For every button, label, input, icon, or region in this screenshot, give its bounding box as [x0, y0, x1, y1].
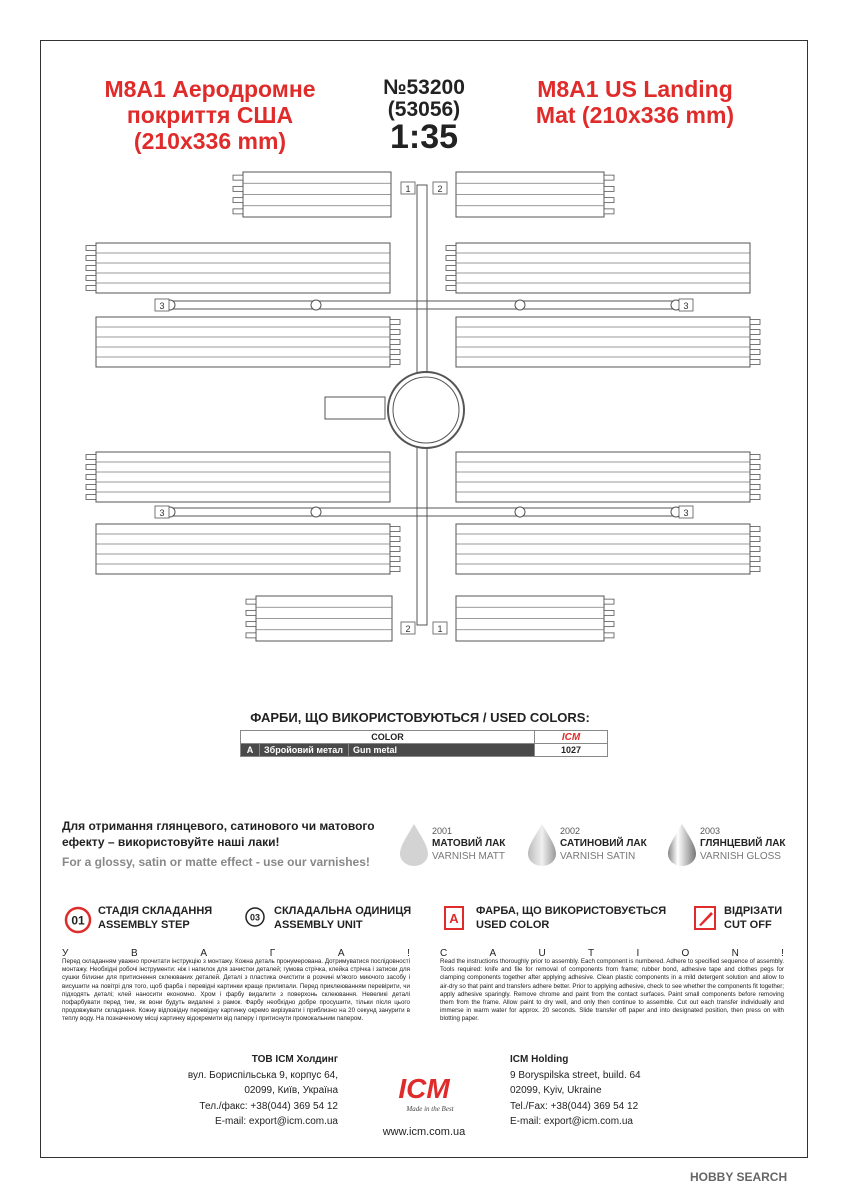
gate — [311, 300, 321, 310]
mat-stud — [446, 246, 456, 251]
mat-part-3 — [456, 524, 750, 574]
mat-stud — [390, 537, 400, 542]
mat-part-3 — [456, 452, 750, 502]
mat-stud — [446, 286, 456, 291]
part-number: 2 — [405, 624, 411, 634]
mat-stud — [390, 360, 400, 365]
address-ukrainian — [150, 1052, 338, 1130]
assembly-step-en: ASSEMBLY STEP — [98, 919, 190, 931]
mat-stud — [750, 557, 760, 562]
mat-part-3 — [96, 452, 390, 502]
catalog-alt-number: (53056) — [387, 98, 461, 121]
mat-stud — [750, 350, 760, 355]
varnish-name-en: VARNISH SATIN — [560, 851, 636, 862]
mat-stud — [86, 286, 96, 291]
mat-stud — [750, 475, 760, 480]
company-name-en: ICM Holding — [510, 1054, 569, 1065]
varnish-name-ua: ГЛЯНЦЕВИЙ ЛАК — [700, 838, 786, 849]
used-color-symbol: A — [449, 911, 459, 926]
mat-stud — [86, 256, 96, 261]
assembly-step-symbol: 01 — [71, 913, 85, 928]
drop-gloss-icon — [666, 822, 698, 866]
caution-letter: I — [636, 948, 640, 959]
caution-letter: O — [681, 948, 690, 959]
mat-stud — [86, 266, 96, 271]
caution-letter: В — [131, 948, 138, 959]
mat-stud — [750, 567, 760, 572]
caution-letter: A — [489, 948, 497, 959]
address-line2-ua: 02099, Київ, Україна — [244, 1085, 338, 1096]
varnish-number: 2003 — [700, 826, 721, 836]
mat-stud — [86, 246, 96, 251]
caution-letter: N — [731, 948, 739, 959]
gate — [311, 507, 321, 517]
phone-ua: Тел./факс: +38(044) 369 54 12 — [199, 1100, 338, 1112]
color-letter: A — [241, 744, 260, 757]
mat-stud — [390, 557, 400, 562]
assembly-step-ua: СТАДІЯ СКЛАДАННЯ — [98, 905, 213, 917]
mat-stud — [246, 610, 256, 615]
assembly-unit-en: ASSEMBLY UNIT — [274, 919, 363, 931]
mat-stud — [750, 537, 760, 542]
mat-stud — [86, 455, 96, 460]
website[interactable]: www.icm.com.ua — [382, 1126, 466, 1138]
color-name-en: Gun metal — [349, 744, 535, 757]
caution-letter: T — [588, 948, 595, 959]
mat-stud — [86, 276, 96, 281]
mat-stud — [390, 547, 400, 552]
varnish-number: 2002 — [560, 826, 581, 836]
caution-letter: C — [440, 948, 448, 959]
mat-stud — [86, 475, 96, 480]
mat-stud — [750, 485, 760, 490]
drop-satin-icon — [526, 822, 558, 866]
caution-letter: Г — [269, 948, 276, 959]
part-number: 2 — [437, 184, 443, 194]
mat-part-3 — [96, 317, 390, 367]
colors-table — [240, 730, 608, 757]
varnish-name-ua: МАТОВИЙ ЛАК — [432, 838, 506, 849]
mat-stud — [446, 256, 456, 261]
icm-mini-logo: ICM — [561, 731, 581, 743]
mat-stud — [390, 340, 400, 345]
logo-tagline: Made in the Best — [406, 1105, 454, 1113]
title-english: M8A1 US Landing Mat (210x336 mm) — [535, 76, 735, 128]
caution-letter: А — [337, 948, 345, 959]
address-line1-ua: вул. Бориспільська 9, корпус 64, — [187, 1069, 338, 1081]
cut-off-en: CUT OFF — [724, 919, 772, 931]
mat-stud — [390, 350, 400, 355]
mat-stud — [86, 465, 96, 470]
mat-part-3 — [456, 317, 750, 367]
mat-stud — [446, 276, 456, 281]
gate — [515, 507, 525, 517]
colors-table-header — [241, 731, 608, 744]
phone-en: Tel./Fax: +38(044) 369 54 12 — [510, 1100, 639, 1112]
mat-stud — [604, 599, 614, 604]
address-line2-en: 02099, Kyiv, Ukraine — [510, 1085, 602, 1096]
varnish-name-ua: САТИНОВИЙ ЛАК — [560, 838, 647, 849]
cut-off-ua: ВІДРІЗАТИ — [724, 905, 783, 917]
caution-text-en: Read the instructions thoroughly prior to assembly. Each component is numbered. Adhere to specified sequence of assembly. Tools required: knife and file for removal of components from frame; rubber bond, adhesive tape and clothes pegs for clamping components together after applying adhesive. Clean plastic components in a mild detergent solution and allow to air-dry so that paint and transfers adhere better. Prior to applying adhesive, check to see whether the components fit together; apply adhesive sparingly. Remove chrome and paint from the contact surfaces. Paint small components before removing them from the frame. Allow paint to dry well, and only then continue to assemble. Cut out each transfer individually and immerse in warm water for approx. 20 seconds. Slide transfer off paper and into designated position, then press on with blotting paper. — [440, 958, 784, 1023]
part-number: 3 — [159, 508, 165, 518]
part-number: 1 — [405, 184, 411, 194]
catalog-number: №53200 — [383, 76, 465, 99]
part-number: 3 — [683, 301, 689, 311]
knife-icon — [694, 906, 718, 932]
title-ukrainian: M8A1 Аеродромне покриття США (210x336 mm) — [104, 76, 316, 154]
color-column-header: COLOR — [241, 731, 535, 744]
varnish-number: 2001 — [432, 826, 453, 836]
email-en: E-mail: export@icm.com.ua — [510, 1116, 633, 1127]
assembly-step-icon — [64, 906, 92, 934]
mat-stud — [604, 198, 614, 203]
sprue-tab — [325, 397, 385, 419]
mat-stud — [246, 633, 256, 638]
mat-stud — [604, 175, 614, 180]
scale-label: 1:35 — [389, 118, 459, 156]
used-color-ua: ФАРБА, ЩО ВИКОРИСТОВУЄТЬСЯ — [476, 905, 667, 917]
mat-stud — [233, 198, 243, 203]
mat-stud — [604, 633, 614, 638]
mat-stud — [604, 186, 614, 191]
caution-letter: У — [62, 948, 69, 959]
mat-part-3 — [96, 524, 390, 574]
mat-stud — [604, 622, 614, 627]
mat-stud — [750, 465, 760, 470]
mat-stud — [246, 622, 256, 627]
mat-stud — [390, 527, 400, 532]
logo-text: ICM — [398, 1073, 450, 1104]
varnish-name-en: VARNISH MATT — [432, 851, 505, 862]
used-color-en: USED COLOR — [476, 919, 550, 931]
varnish-text-ua: Для отримання глянцевого, сатинового чи матового ефекту – використовуйте наші лаки! — [62, 819, 375, 849]
email-ua: E-mail: export@icm.com.ua — [215, 1116, 338, 1127]
address-english — [510, 1052, 710, 1130]
icm-logo — [372, 1070, 476, 1116]
mat-part-3 — [456, 243, 750, 293]
mat-stud — [233, 209, 243, 214]
mat-stud — [233, 186, 243, 191]
mat-stud — [390, 567, 400, 572]
colors-title: ФАРБИ, ЩО ВИКОРИСТОВУЮТЬСЯ / USED COLORS: — [250, 710, 590, 725]
mat-stud — [750, 495, 760, 500]
mat-stud — [750, 455, 760, 460]
gate — [515, 300, 525, 310]
company-name-ua: ТОВ ICM Холдинг — [251, 1054, 338, 1065]
mat-stud — [750, 527, 760, 532]
mat-stud — [86, 495, 96, 500]
mat-stud — [604, 610, 614, 615]
mat-part-3 — [96, 243, 390, 293]
mat-stud — [750, 320, 760, 325]
part-number: 3 — [159, 301, 165, 311]
varnish-text-en: For a glossy, satin or matte effect - use our varnishes! — [62, 855, 370, 869]
color-code: 1027 — [535, 744, 608, 757]
mat-stud — [750, 340, 760, 345]
assembly-unit-ua: СКЛАДАЛЬНА ОДИНИЦЯ — [274, 905, 412, 917]
assembly-unit-symbol: 03 — [249, 912, 261, 923]
assembly-unit-icon — [244, 906, 268, 930]
sprue-ring-inner — [393, 377, 459, 443]
color-name-ua: Збройовий метал — [260, 744, 349, 757]
part-number: 1 — [437, 624, 443, 634]
mat-stud — [750, 360, 760, 365]
address-line1-en: 9 Boryspilska street, build. 64 — [510, 1069, 641, 1081]
caution-letter: А — [200, 948, 208, 959]
watermark: HOBBY SEARCH — [690, 1170, 788, 1184]
color-row — [241, 744, 608, 757]
mat-stud — [750, 330, 760, 335]
mat-stud — [246, 599, 256, 604]
mat-stud — [86, 485, 96, 490]
mat-stud — [390, 320, 400, 325]
mat-stud — [604, 209, 614, 214]
part-number: 3 — [683, 508, 689, 518]
mat-stud — [233, 175, 243, 180]
mat-stud — [446, 266, 456, 271]
caution-letter: ! — [781, 948, 784, 959]
used-color-icon — [444, 906, 468, 932]
mat-stud — [750, 547, 760, 552]
drop-matt-icon — [398, 822, 430, 866]
caution-letter: ! — [407, 948, 410, 959]
caution-text-ua: Перед складанням уважно прочитати інструкцію з монтажу. Кожна деталь пронумерована. Дотримуватися послідовності монтажу. Необхідні робочі інструменти: ніж і напилок для зачистки деталей; гумова стрічка, клейка стрічка і затиски для сушки білизни для притиснення склеюваних деталей. Деталі з пластика очистити в розчині м'якого миючого засобу і висушити на повітрі для того, щоб фарба і перевідні картинки краще прилипали. Перед приклеюванням перевірити, чи підходять деталі; клей наносити економно. Хром і фарбу видалити з поверхонь склеювання. Невеликі деталі пофарбувати перед тим, як вони будуть видалені з рамок. Фарбу необхідно добре просушити, тільки після цього продовжувати складання. Кожну відповідну перевідну картинку окремо вирізувати і приблизно на 20 секунд занурити в теплу воду. На позначеному місці картинку відокремити від паперу і притиснути промокальним папером. — [62, 958, 410, 1023]
caution-letter: U — [538, 948, 546, 959]
mat-stud — [390, 330, 400, 335]
varnish-name-en: VARNISH GLOSS — [700, 851, 781, 862]
